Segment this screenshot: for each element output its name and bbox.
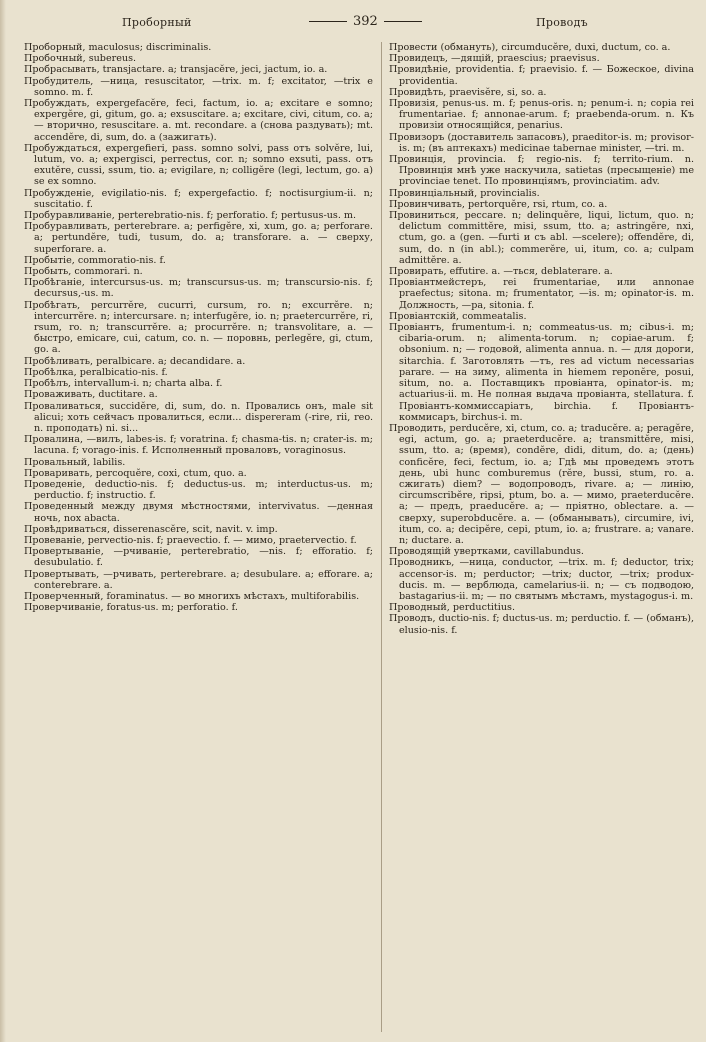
- dictionary-entry: Провести (обмануть), circumducĕre, duxi, ductum, co. a.: [389, 42, 671, 53]
- dictionary-entry: Провертываніе, —рчиваніе, perterebratio, —nis. f; efforatio. f; desubulatio. f.: [24, 546, 373, 569]
- page-number-text: 392: [353, 14, 378, 29]
- dictionary-entry: Провинчивать, pertorquĕre, rsi, rtum, co. a.: [389, 198, 608, 210]
- dictionary-entry: Проводъ, ductio-nis. f; ductus-us. m; perductio. f. — (обманъ), elusio-nis. f.: [389, 613, 694, 636]
- left-column: [24, 42, 373, 613]
- dictionary-entry: Проводить, perducĕre, xi, ctum, co. a; traducĕre. a; peragĕre, egi, actum, go. a; praeterducĕre. a; transmittĕre, misi, ssum, tto. a; (время), condĕre, didi, ditum, do. a; (день) conficĕre, feci, fectum, io. a; Гдѣ мы проведемъ этотъ день, ubi hunc comburemus (rĕre, bussi, stum, ro. a. сжигать) diem? — водопроводъ, rivare. a; — линію, circumscribĕre, ripsi, ptum, bo. a. — мимо, praeterducĕre. a; — предъ, praeducĕre. a; — пріятно, oblectare. a. — сверху, superobducĕre. a. — (обманывать), circumire, ivi, itum, co. a; decipĕre, cepi, ptum, io. a; frustrare. a; vanare. n; ductare. a.: [389, 422, 694, 546]
- dictionary-entry: Пробѣливать, peralbicare. a; decandidare. a.: [24, 355, 246, 367]
- dictionary-entry: Проведенный между двумя мѣстностями, intervivatus. —денная ночь, nox abacta.: [24, 501, 373, 524]
- dictionary-entry: Пробѣлка, peralbicatio-nis. f.: [24, 366, 168, 378]
- column-divider: [381, 42, 382, 1032]
- dictionary-entry: Провидѣть, praevisĕre, si, so. a.: [389, 86, 547, 98]
- dictionary-entry: Проваливаться, succidĕre, di, sum, do. n. Провались онъ, male sit alicui; хоть сейчасъ провалиться, если... dispereram (-rire, rii, reo. n. проподать) ni. si...: [24, 400, 373, 434]
- dictionary-entry: Провіантъ, frumentum-i. n; commeatus-us. m; cibus-i. m; cibaria-orum. n; alimenta-torum. n; copiae-arum. f; obsonium. n; — годовой, alimenta annua. n. — для дороги, sitarchia. f. Заготовлять —тъ, res ad victum necessarias parare. — на зиму, alimenta in hiemem reponĕre, posui, situm, no. a. Поставщикъ провіанта, opinator-is. m; actuarius-ii. m. Не полная выдача провіанта, stellatura. f. Провіантъ-коммиссаріатъ, birchia. f. Провіантъ-коммисаръ, birchus-i. m.: [389, 322, 694, 423]
- dictionary-entry: Проверчиваніе, foratus-us. m; perforatio. f.: [24, 602, 238, 614]
- header-left-catchword: Проборный: [122, 16, 192, 29]
- dictionary-entry: Пробочный, subereus.: [24, 53, 137, 65]
- page-edge-shadow: [0, 0, 6, 1042]
- dictionary-entry: Пробытіе, commoratio-nis. f.: [24, 254, 166, 266]
- header-right-catchword: Проводъ: [536, 16, 588, 29]
- dictionary-entry: Провѣдриваться, disserenascĕre, scit, navit. v. imp.: [24, 523, 278, 535]
- dictionary-entry: Пробудитель, —ница, resuscitator, —trix. m. f; excitator, —trix e somno. m. f.: [24, 75, 373, 98]
- dictionary-entry: Провалина, —вилъ, labes-is. f; voratrina. f; chasma-tis. n; crater-is. m; lacuna. f; vorago-inis. f. Исполненный проваловъ, voraginosus.: [24, 434, 373, 457]
- right-column: [389, 42, 694, 636]
- dictionary-entry: Провеваніе, pervectio-nis. f; praevectio. f. — мимо, praetervectio. f.: [24, 534, 357, 546]
- dictionary-entry: Пробрасывать, transjactare. a; transjacĕre, jeci, jactum, io. a.: [24, 64, 328, 76]
- dictionary-entry: Пробуравливанiе, perterebratio-nis. f; perforatio. f; pertusus-us. m.: [24, 210, 357, 222]
- dictionary-entry: Проводный, perductitius.: [389, 602, 515, 614]
- dictionary-entry: Провинція, provincia. f; regio-nis. f; territo-rium. n. Провинція мнѣ уже наскучила, satietas (пресыщеніе) me provinciae tenet. По провинціямъ, provinciatim. adv.: [389, 154, 694, 188]
- dictionary-entry: Провизоръ (доставитель запасовъ), praeditor-is. m; provisor-is. m; (въ аптекахъ) medicinae tabernae minister, —tri. m.: [389, 131, 694, 154]
- dictionary-entry: Провертывать, —рчивать, perterebrare. a; desubulare. a; efforare. a; conterebrare. a.: [24, 568, 373, 591]
- running-header: [0, 16, 706, 36]
- dictionary-entry: Проводникъ, —ница, conductor, —trix. m. f; deductor, trix; accensor-is. m; perductor; —trix; ductor, —trix; produx-ducis. m. — верблюда, camelarius-ii. n; — съ подводою, bastagarius-ii. m; — по святымъ мѣстамъ, mystagogus-i. m.: [389, 557, 694, 602]
- page-number: [303, 14, 428, 29]
- dictionary-entry: Проведеніе, deductio-nis. f; deductus-us. m; interductus-us. m; perductio. f; instructio. f.: [24, 478, 373, 502]
- dictionary-entry: Провизія, penus-us. m. f; penus-oris. n; penum-i. n; copia rei frumentariae. f; annonae-arum. f; praebenda-orum. n. Къ провизіи относящійся, penarius.: [389, 98, 694, 132]
- dictionary-entry: Пробуждать, expergefacĕre, feci, factum, io. a; excitare e somno; expergĕre, gi, gitum, go. a; exsuscitare. a; excitare, civi, citum, co. a; — вторично, resuscitare. a. mt. recondare. a (снова раздувать); mt. accendĕre, di, sum, do. a (зажигать).: [24, 98, 373, 143]
- dictionary-entry: Провинціальный, provincialis.: [389, 187, 540, 199]
- dictionary-entry: Проводящій увертками, cavillabundus.: [389, 546, 584, 558]
- dictionary-entry: Проверченный, foraminatus. — во многихъ мѣстахъ, multiforabilis.: [24, 590, 360, 602]
- header-rule-left: [309, 21, 347, 22]
- dictionary-entry: Провіантскій, commeatalis.: [389, 310, 527, 322]
- dictionary-entry: Проваживать, ductitare. a.: [24, 389, 158, 401]
- dictionary-entry: Провидѣніе, providentia. f; praevisio. f. — Божеское, divina providentia.: [389, 64, 694, 87]
- dictionary-entry: Пробѣлъ, intervallum-i. n; charta alba. f.: [24, 378, 223, 390]
- dictionary-entry: Проборный, maculosus; discriminalis.: [24, 42, 212, 53]
- dictionary-entry: Провіантмейстеръ, rei frumentariae, или annonae praefectus; sitona. m; frumentator, —is. m; opinator-is. m. Должность, —ра, sitonia. f.: [389, 277, 694, 311]
- dictionary-entry: Провирать, effutire. a. —ться, deblaterare. a.: [389, 266, 613, 278]
- dictionary-entry: Провиниться, peccare. n; delinquĕre, liqui, lictum, quo. n; delictum committĕre, misi, ssum, tto. a; astringĕre, nxi, ctum, go. a (gen. —furti и съ abl. —scelere); offendĕre, di, sum, do. n (in abl.); commerĕre, ui, itum, co. a; culpam admittĕre. a.: [389, 210, 694, 266]
- dictionary-entry: Пробыть, commorari. n.: [24, 266, 143, 278]
- dictionary-entry: Пробѣгать, percurrĕre, cucurri, cursum, ro. n; excurrĕre. n; intercurrĕre. n; intercursare. n; interfugĕre, io. n; praetercurrĕre, ri, rsum, ro. n; transcurrĕre. a; procurrĕre. n; transvolitare, a. — быстро, emicare, cui, catum, co. n. — поровнь, perlegĕre, gi, ctum, go. a.: [24, 299, 373, 356]
- dictionary-entry: Пробуждаться, expergefieri, pass. somno solvi, pass отъ solvĕre, lui, lutum, vo. a; expergisci, perrectus, cor. n; somno exsuti, pass. отъ exutĕre, cussi, ssum, tio. a; evigilare, n; colligĕre (legi, lectum, go. a) se ex somno.: [24, 142, 373, 188]
- dictionary-entry: Проваривать, percoquĕre, coxi, ctum, quo. a.: [24, 467, 247, 479]
- dictionary-entry: Пробуравливать, perterebrare. a; perfigĕre, xi, xum, go. a; perforare. a; pertundĕre, tudi, tusum, do. a; transforare. a. — сверху, superforare. a.: [24, 221, 373, 255]
- dictionary-entry: Провидецъ, —дящій, praescius; praevisus.: [389, 53, 600, 65]
- dictionary-entry: Провальный, labilis.: [24, 456, 126, 468]
- dictionary-entry: Пробужденіе, evigilatio-nis. f; expergefactio. f; noctisurgium-ii. n; suscitatio. f.: [24, 187, 373, 210]
- header-rule-right: [384, 21, 422, 22]
- dictionary-entry: Пробѣганіе, intercursus-us. m; transcursus-us. m; transcursio-nis. f; decursus,-us. m.: [24, 277, 373, 300]
